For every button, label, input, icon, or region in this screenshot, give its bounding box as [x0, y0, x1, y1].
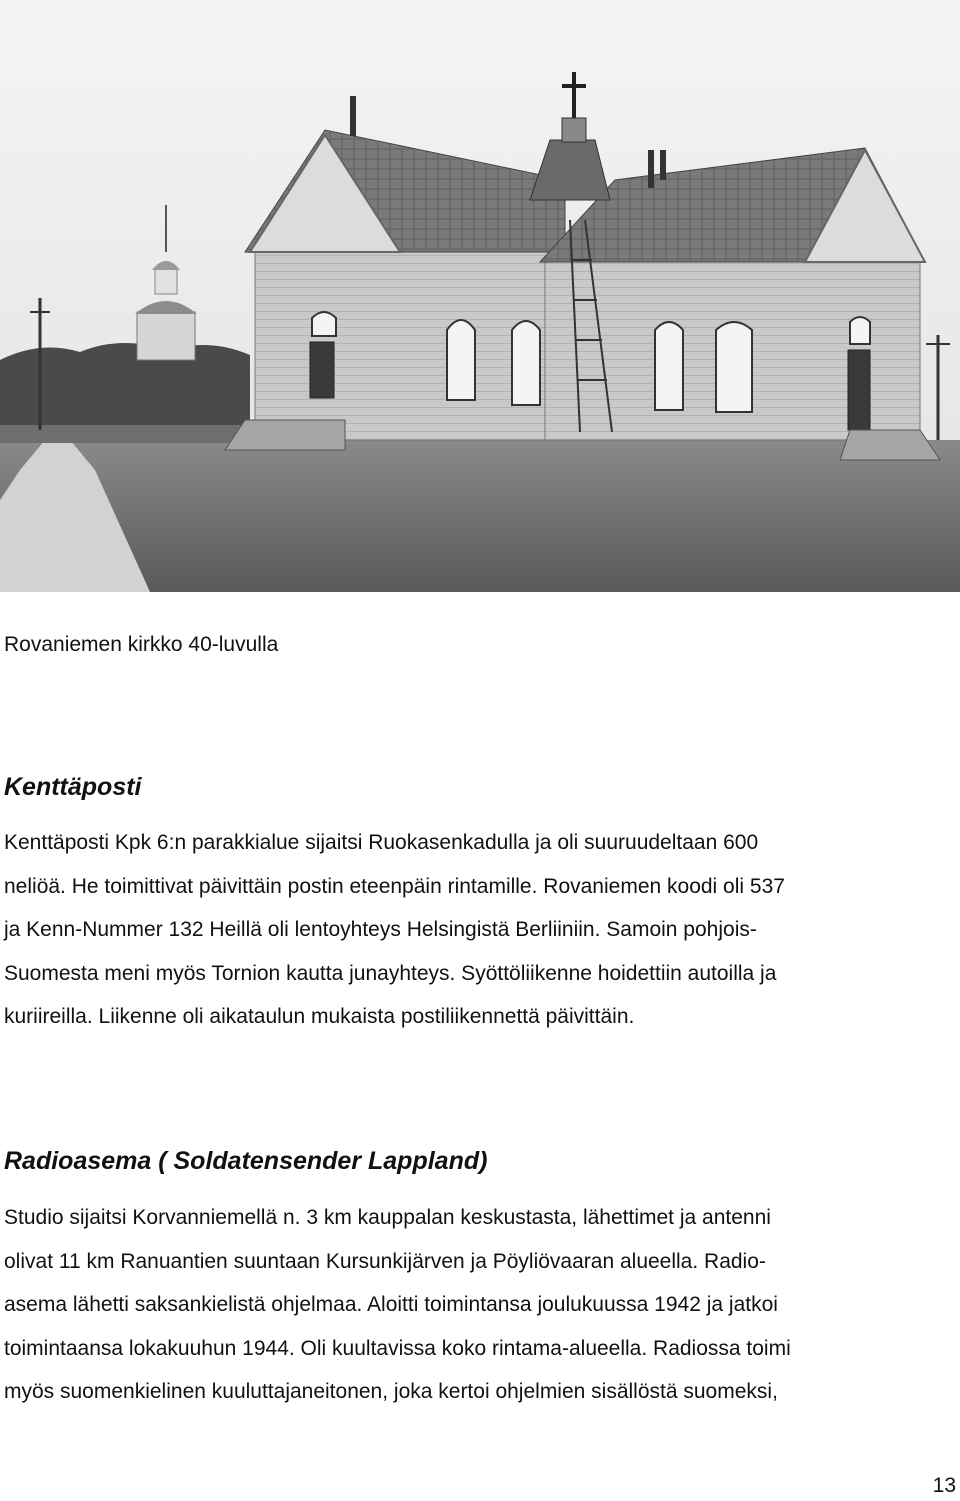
photo-caption: Rovaniemen kirkko 40-luvulla	[4, 633, 279, 656]
field	[0, 440, 960, 592]
text-line: Suomesta meni myös Tornion kautta junayhteys. Syöttöliikenne hoidettiin autoilla ja	[4, 961, 777, 985]
text-line: Kenttäposti Kpk 6:n parakkialue sijaitsi Ruokasenkadulla ja oli suuruudeltaan 600	[4, 831, 759, 854]
page-number: 13	[932, 1474, 956, 1497]
text-line: Studio sijaitsi Korvanniemellä n. 3 km kauppalan keskustasta, lähettimet ja antenni	[4, 1206, 771, 1229]
text-line: neliöä. He toimittivat päivittäin postin eteenpäin rintamille. Rovaniemen koodi oli 537	[4, 874, 785, 898]
church-illustration	[0, 0, 960, 592]
text-line: asema lähetti saksankielistä ohjelmaa. Aloitti toimintansa joulukuussa 1942 ja jatkoi	[4, 1293, 778, 1317]
section-heading-radioasema: Radioasema ( Soldatensender Lappland)	[4, 1147, 488, 1175]
text-line: myös suomenkielinen kuuluttajaneitonen, joka kertoi ohjelmien sisällöstä suomeksi,	[4, 1380, 778, 1404]
stone-wall	[0, 425, 250, 443]
text-line: kuriireilla. Liikenne oli aikataulun mukaista postiliikennettä päivittäin.	[4, 1005, 635, 1029]
text-line: toimintaansa lokakuuhun 1944. Oli kuultavissa koko rintama-alueella. Radiossa toimi	[4, 1336, 791, 1360]
section-heading-kenttaposti: Kenttäposti	[4, 773, 142, 801]
text-line: olivat 11 km Ranuantien suuntaan Kursunkijärven ja Pöyliövaaran alueella. Radio-	[4, 1249, 766, 1273]
church-photo	[0, 0, 960, 592]
section-body-kenttaposti	[4, 828, 954, 1046]
text-line: ja Kenn-Nummer 132 Heillä oli lentoyhteys Helsingistä Berliiniin. Samoin pohjois-	[4, 918, 757, 942]
section-body-radioasema	[4, 1203, 954, 1421]
